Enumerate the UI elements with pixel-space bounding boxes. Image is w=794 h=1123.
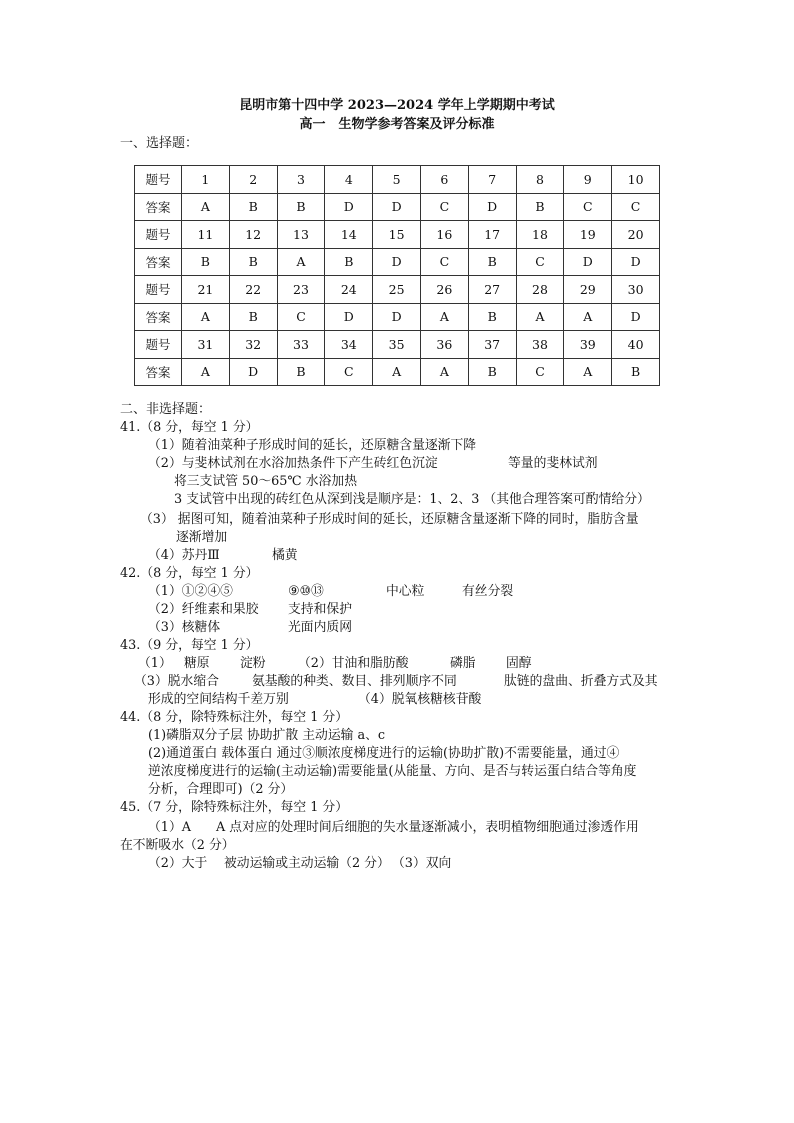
table-cell: B [182, 248, 230, 276]
table-cell: 34 [325, 331, 373, 359]
answer-line [0, 656, 794, 672]
table-cell: B [516, 193, 564, 221]
answer-line [0, 764, 794, 780]
section-heading-nonchoice: 二、非选择题： [120, 402, 212, 417]
table-cell: 19 [564, 221, 612, 249]
answer-text: （3）核糖体 [148, 620, 221, 635]
answer-text: （2）与斐林试剂在水浴加热条件下产生砖红色沉淀 [148, 456, 438, 471]
answer-line [0, 438, 794, 454]
answer-text: （1）A [148, 820, 191, 835]
table-cell: 6 [420, 166, 468, 194]
answer-text: 淀粉 [240, 656, 266, 671]
table-cell: 7 [468, 166, 516, 194]
answer-text: 有丝分裂 [462, 584, 514, 599]
table-cell: 33 [277, 331, 325, 359]
answer-text: 41.（8 分，每空 1 分） [120, 420, 259, 435]
answer-line [0, 530, 794, 546]
answer-line [0, 584, 794, 600]
table-cell: 39 [564, 331, 612, 359]
answer-line [0, 474, 794, 490]
table-cell: 26 [420, 276, 468, 304]
answer-text: 被动运输或主动运输（2 分） [224, 856, 390, 871]
row-label: 题号 [135, 221, 182, 249]
table-cell: 35 [373, 331, 421, 359]
table-row [135, 166, 660, 194]
answer-line [0, 820, 794, 836]
answer-text: （2）纤维素和果胶 [148, 602, 259, 617]
answer-text: 逐渐增加 [176, 530, 228, 545]
table-cell: B [277, 358, 325, 386]
row-label: 题号 [135, 331, 182, 359]
table-cell: 17 [468, 221, 516, 249]
table-row [135, 221, 660, 249]
table-cell: 1 [182, 166, 230, 194]
table-cell: 10 [612, 166, 660, 194]
table-cell: D [612, 248, 660, 276]
row-label: 题号 [135, 276, 182, 304]
table-cell: C [516, 358, 564, 386]
row-label: 题号 [135, 166, 182, 194]
answer-line [0, 856, 794, 872]
table-cell: A [564, 303, 612, 331]
table-row [135, 303, 660, 331]
table-cell: 36 [420, 331, 468, 359]
answer-text: （1） [138, 656, 172, 671]
table-cell: A [420, 303, 468, 331]
table-cell: 16 [420, 221, 468, 249]
table-cell: 11 [182, 221, 230, 249]
table-cell: 3 [277, 166, 325, 194]
answer-text: 等量的斐林试剂 [508, 456, 598, 471]
row-label: 答案 [135, 193, 182, 221]
table-cell: 23 [277, 276, 325, 304]
table-cell: 4 [325, 166, 373, 194]
answer-text: 中心粒 [386, 584, 425, 599]
table-cell: D [325, 303, 373, 331]
answer-line [0, 456, 794, 472]
answer-line [0, 602, 794, 618]
answer-line [0, 512, 794, 528]
table-cell: D [373, 248, 421, 276]
answer-line [0, 638, 794, 654]
table-cell: D [612, 303, 660, 331]
answer-line [0, 492, 794, 508]
table-cell: C [420, 248, 468, 276]
table-cell: A [277, 248, 325, 276]
answer-text: （3） 据图可知，随着油菜种子形成时间的延长，还原糖含量逐渐下降的同时，脂肪含量 [140, 512, 639, 527]
answer-line [0, 674, 794, 690]
answer-text: 43.（9 分，每空 1 分） [120, 638, 259, 653]
table-cell: 24 [325, 276, 373, 304]
table-cell: A [516, 303, 564, 331]
answer-table [134, 165, 660, 386]
table-row [135, 358, 660, 386]
answer-text: 形成的空间结构千差万别 [148, 692, 289, 707]
document-subtitle: 高一 生物学参考答案及评分标准 [299, 117, 495, 132]
answer-text: ⑨⑩⑬ [288, 584, 324, 599]
answer-line [0, 620, 794, 636]
answer-text: 橘黄 [272, 548, 298, 563]
answer-text: （1）①②④⑤ [148, 584, 233, 599]
table-cell: B [229, 303, 277, 331]
document-title: 昆明市第十四中学 2023—2024 学年上学期期中考试 [239, 98, 555, 113]
answer-line [0, 838, 794, 854]
table-cell: B [229, 248, 277, 276]
answer-text: 42.（8 分，每空 1 分） [120, 566, 259, 581]
answer-text: 分析，合理即可)（2 分） [148, 782, 294, 797]
table-cell: B [612, 358, 660, 386]
table-cell: A [182, 193, 230, 221]
answer-line [0, 728, 794, 744]
answer-text: 氨基酸的种类、数目、排列顺序不同 [252, 674, 457, 689]
answer-text: (2)通道蛋白 载体蛋白 通过③顺浓度梯度进行的运输(协助扩散)不需要能量，通过④ [148, 746, 620, 761]
table-cell: 30 [612, 276, 660, 304]
table-cell: D [229, 358, 277, 386]
answer-text: （3）脱水缩合 [134, 674, 219, 689]
answer-text: 支持和保护 [288, 602, 352, 617]
table-cell: 13 [277, 221, 325, 249]
table-cell: 31 [182, 331, 230, 359]
table-cell: C [516, 248, 564, 276]
table-cell: 9 [564, 166, 612, 194]
table-cell: D [564, 248, 612, 276]
table-cell: C [277, 303, 325, 331]
table-cell: 20 [612, 221, 660, 249]
table-cell: 22 [229, 276, 277, 304]
table-cell: 29 [564, 276, 612, 304]
table-row [135, 331, 660, 359]
table-cell: C [420, 193, 468, 221]
answer-text: 光面内质网 [288, 620, 352, 635]
table-cell: A [373, 358, 421, 386]
answer-text: （2）甘油和脂肪酸 [298, 656, 409, 671]
answer-text: 磷脂 [450, 656, 476, 671]
answer-text: A 点对应的处理时间后细胞的失水量逐渐减小，表明植物细胞通过渗透作用 [216, 820, 639, 835]
answer-line [0, 800, 794, 816]
answer-text: （4）苏丹Ⅲ [148, 548, 220, 563]
table-cell: A [564, 358, 612, 386]
answer-text: 糖原 [184, 656, 210, 671]
table-cell: C [612, 193, 660, 221]
answer-text: 3 支试管中出现的砖红色从深到浅是顺序是：1、2、3 （其他合理答案可酌情给分） [174, 492, 650, 507]
answer-line [0, 692, 794, 708]
answer-text: 在不断吸水（2 分） [120, 838, 235, 853]
table-cell: B [468, 303, 516, 331]
table-cell: D [373, 193, 421, 221]
answer-text: 固醇 [506, 656, 532, 671]
table-cell: D [373, 303, 421, 331]
answer-line [0, 746, 794, 762]
table-cell: 28 [516, 276, 564, 304]
table-cell: 25 [373, 276, 421, 304]
answer-text: （4）脱氧核糖核苷酸 [358, 692, 482, 707]
table-row [135, 193, 660, 221]
row-label: 答案 [135, 358, 182, 386]
answer-text: （1）随着油菜种子形成时间的延长，还原糖含量逐渐下降 [148, 438, 477, 453]
table-cell: 27 [468, 276, 516, 304]
table-cell: A [182, 358, 230, 386]
table-cell: C [325, 358, 373, 386]
table-cell: B [468, 248, 516, 276]
table-cell: 38 [516, 331, 564, 359]
table-cell: A [182, 303, 230, 331]
answer-text: （3）双向 [392, 856, 452, 871]
answer-line [0, 566, 794, 582]
answer-text: （2）大于 [148, 856, 208, 871]
table-row [135, 276, 660, 304]
table-cell: B [325, 248, 373, 276]
table-cell: 12 [229, 221, 277, 249]
table-cell: B [468, 358, 516, 386]
table-cell: B [229, 193, 277, 221]
table-cell: 37 [468, 331, 516, 359]
answer-text: 44.（8 分，除特殊标注外，每空 1 分） [120, 710, 348, 725]
answer-line [0, 548, 794, 564]
answer-line [0, 420, 794, 436]
table-row [135, 248, 660, 276]
table-cell: 5 [373, 166, 421, 194]
answer-text: (1)磷脂双分子层 协助扩散 主动运输 a、c [148, 728, 386, 743]
table-cell: 18 [516, 221, 564, 249]
row-label: 答案 [135, 248, 182, 276]
table-cell: D [325, 193, 373, 221]
answer-text: 肽链的盘曲、折叠方式及其 [504, 674, 658, 689]
table-cell: A [420, 358, 468, 386]
answer-text: 45.（7 分，除特殊标注外，每空 1 分） [120, 800, 348, 815]
answer-line [0, 710, 794, 726]
row-label: 答案 [135, 303, 182, 331]
table-cell: D [468, 193, 516, 221]
table-cell: B [277, 193, 325, 221]
table-cell: 14 [325, 221, 373, 249]
answer-line [0, 782, 794, 798]
answer-text: 将三支试管 50～65℃ 水浴加热 [174, 474, 357, 489]
table-cell: 15 [373, 221, 421, 249]
table-cell: 32 [229, 331, 277, 359]
table-cell: C [564, 193, 612, 221]
table-cell: 40 [612, 331, 660, 359]
table-cell: 21 [182, 276, 230, 304]
section-heading-choice: 一、选择题： [120, 136, 199, 151]
answer-text: 逆浓度梯度进行的运输(主动运输)需要能量(从能量、方向、是否与转运蛋白结合等角度 [148, 764, 637, 779]
table-cell: 8 [516, 166, 564, 194]
table-cell: 2 [229, 166, 277, 194]
